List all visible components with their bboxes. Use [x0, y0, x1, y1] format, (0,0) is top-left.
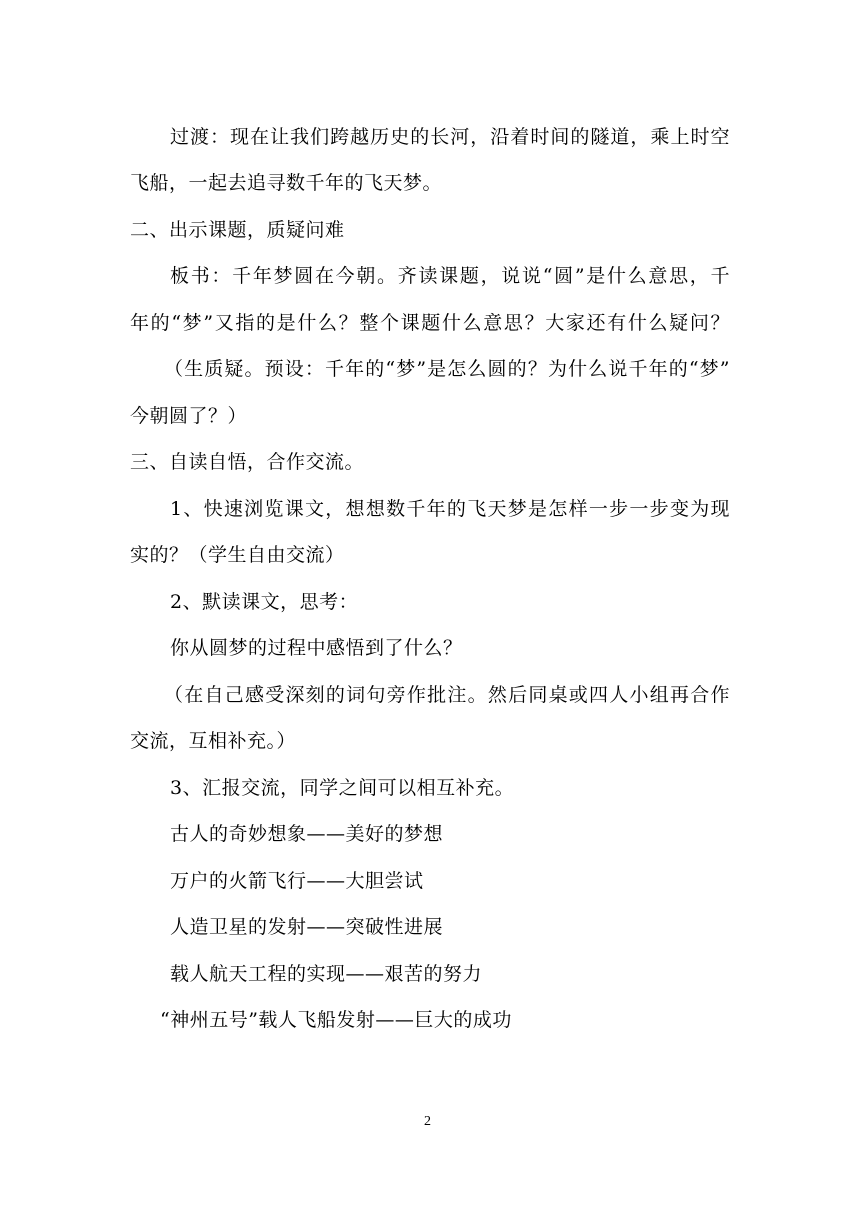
list-item-satellite: 人造卫星的发射——突破性进展: [170, 916, 444, 938]
section-heading-2: 二、出示课题，质疑问难: [130, 219, 345, 241]
text-line: 实的？（学生自由交流）: [130, 544, 345, 566]
section-heading-3: 三、自读自悟，合作交流。: [130, 451, 365, 473]
list-item-manned-project: 载人航天工程的实现——艰苦的努力: [170, 963, 483, 985]
list-item-dream: 古人的奇妙想象——美好的梦想: [170, 823, 444, 845]
page-number: 2: [424, 1114, 431, 1129]
text-line-transition: 过渡：现在让我们跨越历史的长河，沿着时间的隧道，乘上时空: [170, 126, 730, 148]
text-line-item-1: 1、快速浏览课文，想想数千年的飞天梦是怎样一步一步变为现: [170, 498, 730, 520]
text-line: 飞船，一起去追寻数千年的飞天梦。: [130, 172, 443, 194]
text-line: 年的“梦”又指的是什么？整个课题什么意思？大家还有什么疑问？: [130, 312, 730, 334]
text-line-item-3: 3、汇报交流，同学之间可以相互补充。: [170, 777, 515, 799]
text-line-preset: （生质疑。预设：千年的“梦”是怎么圆的？为什么说千年的“梦”: [164, 358, 730, 380]
text-line-annotation: （在自己感受深刻的词句旁作批注。然后同桌或四人小组再合作: [164, 684, 730, 706]
text-line: 今朝圆了？）: [130, 405, 248, 427]
list-item-shenzhou: “神州五号”载人飞船发射——巨大的成功: [160, 1009, 512, 1031]
text-line: 交流，互相补充。）: [130, 730, 297, 752]
list-item-attempt: 万户的火箭飞行——大胆尝试: [170, 870, 424, 892]
text-line-item-2: 2、默读课文，思考：: [170, 591, 359, 613]
text-line-board: 板书：千年梦圆在今朝。齐读课题，说说“圆”是什么意思，千: [170, 265, 730, 287]
text-line-question: 你从圆梦的过程中感悟到了什么？: [170, 637, 463, 659]
